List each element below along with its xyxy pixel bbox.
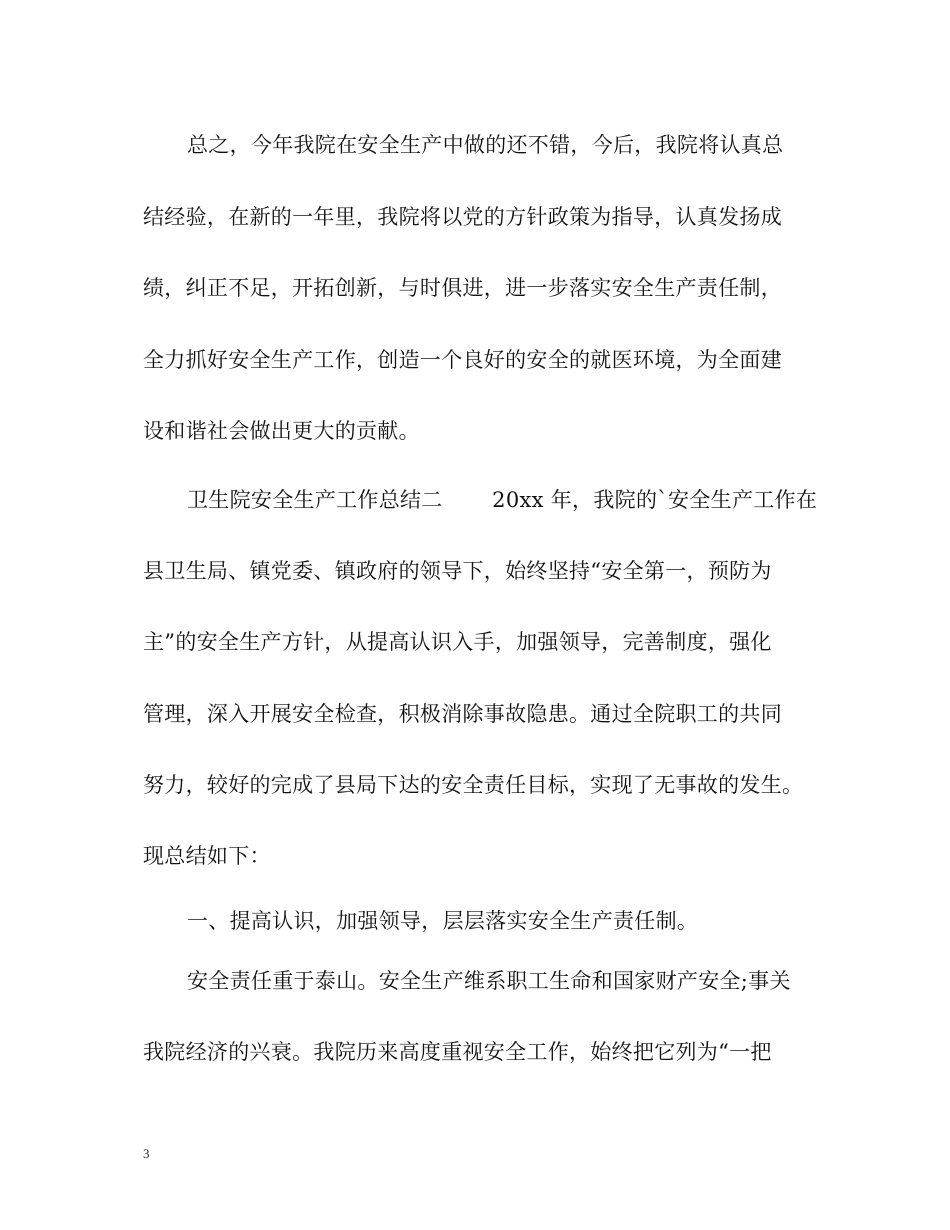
- paragraph-line-7: 县卫生局、镇党委、镇政府的领导下，始终坚持“安全第一，预防为: [143, 559, 772, 583]
- paragraph-line-13: 安全责任重于泰山。安全生产维系职工生命和国家财产安全;事关: [187, 969, 791, 993]
- paragraph-line-2: 结经验，在新的一年里，我院将以党的方针政策为指导，认真发扬成: [143, 205, 782, 229]
- paragraph-line-3: 绩，纠正不足，开拓创新，与时俱进，进一步落实安全生产责任制，: [143, 276, 782, 300]
- paragraph-line-5: 设和谐社会做出更大的贡献。: [143, 419, 420, 443]
- paragraph-line-6: 卫生院安全生产工作总结二 20xx 年，我院的`安全生产工作在: [187, 488, 818, 512]
- paragraph-line-9: 管理，深入开展安全检查，积极消除事故隐患。通过全院职工的共同: [143, 702, 782, 726]
- paragraph-line-4: 全力抓好安全生产工作，创造一个良好的安全的就医环境，为全面建: [143, 348, 782, 372]
- section-heading: 一、提高认识，加强领导，层层落实安全生产责任制。: [187, 909, 699, 933]
- page-number: 3: [143, 1146, 150, 1161]
- paragraph-line-10: 努力，较好的完成了县局下达的安全责任目标，实现了无事故的发生。: [143, 773, 804, 797]
- paragraph-line-1: 总之，今年我院在安全生产中做的还不错，今后，我院将认真总: [187, 133, 784, 157]
- paragraph-line-8: 主”的安全生产方针，从提高认识入手，加强领导，完善制度，强化: [143, 630, 772, 654]
- paragraph-line-14: 我院经济的兴衰。我院历来高度重视安全工作，始终把它列为“一把: [143, 1040, 772, 1064]
- paragraph-line-11: 现总结如下：: [143, 844, 271, 868]
